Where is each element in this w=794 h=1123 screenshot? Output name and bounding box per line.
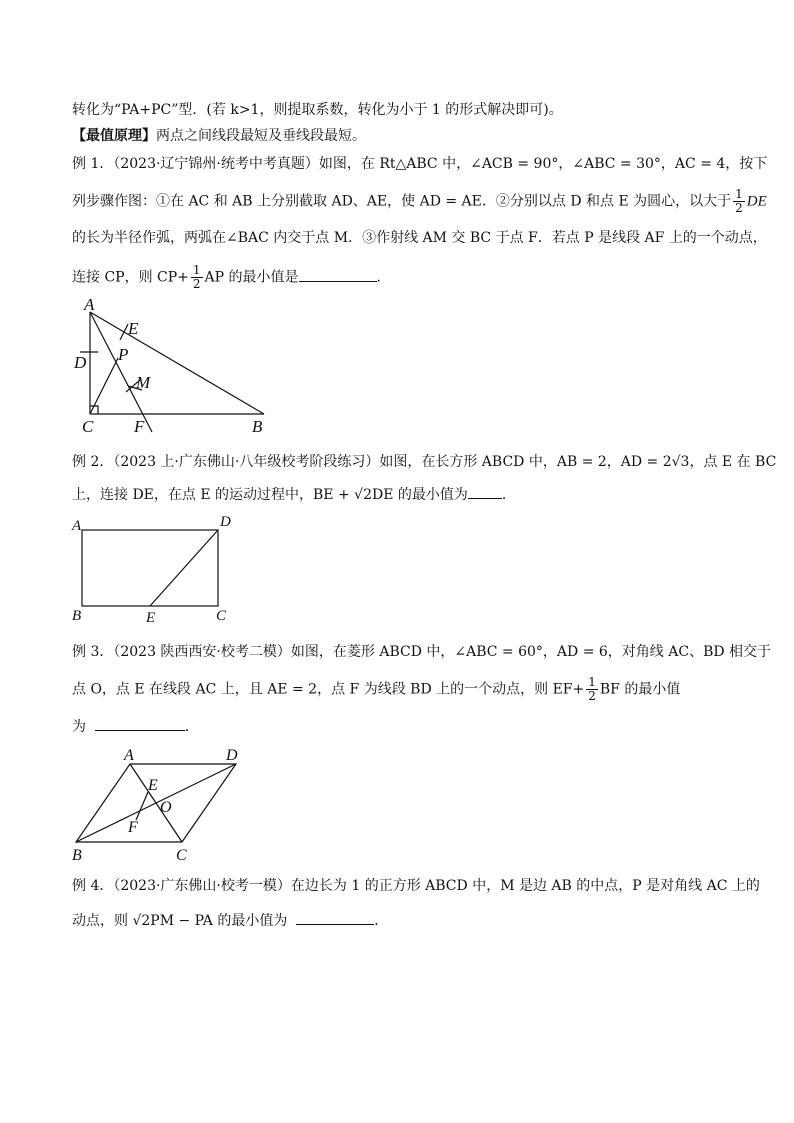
ex2-line1: 例 2．（2023 上·广东佛山·八年级校考阶段练习）如图，在长方形 ABCD 中，AB = 2，AD = 2√3，点 E 在 BC (72, 454, 777, 470)
label-m: M (136, 373, 151, 392)
label-b: B (72, 847, 82, 864)
label-b: B (72, 608, 82, 624)
ex3-line3-a: 为 (72, 719, 86, 735)
ex1-frac-den: 2 (735, 201, 743, 215)
ex1-answer-blank[interactable] (299, 267, 377, 282)
ex1-line2-de: DE (746, 193, 767, 210)
label-d: D (74, 353, 87, 372)
label-a: A (84, 295, 95, 314)
ex1-fraction-2 (191, 264, 203, 291)
ex2-answer-blank[interactable] (468, 484, 502, 499)
ex2-line2-a: 上，连接 DE，在点 E 的运动过程中，BE + √2DE 的最小值为 (72, 487, 468, 503)
principle-text: 两点之间线段最短及垂线段最短。 (156, 128, 366, 144)
ex1-frac2-den: 2 (192, 277, 201, 291)
ex3-line2-b: BF 的最小值 (599, 681, 681, 698)
segment-ef (136, 792, 148, 820)
ex1-line4-a: 连接 CP，则 CP+ (72, 269, 189, 286)
label-e: E (146, 610, 156, 624)
principle-line (72, 126, 366, 146)
label-a: A (124, 747, 134, 764)
label-f: F (134, 417, 145, 436)
label-p: P (118, 345, 129, 364)
label-c: C (176, 847, 187, 864)
ex1-fraction (733, 188, 745, 215)
intro-line: 转化为“PA+PC”型．(若 k>1，则提取系数，转化为小于 1 的形式解决即可)。 (72, 102, 563, 118)
label-b: B (252, 417, 263, 436)
ex1-line2 (72, 188, 767, 215)
ex2-figure (68, 512, 248, 624)
ex2-line2 (72, 484, 516, 505)
diagonal-bd (76, 764, 236, 842)
ex1-frac-num: 1 (735, 187, 743, 201)
segment-de (150, 530, 218, 606)
ex4-answer-blank[interactable] (296, 910, 374, 925)
label-e: E (128, 319, 139, 338)
rectangle-abcd (82, 530, 218, 606)
label-c: C (82, 417, 94, 436)
ex3-frac-den: 2 (588, 689, 596, 703)
ex4-line2-b: ． (374, 913, 389, 929)
ex1-figure (68, 292, 288, 442)
ex3-line3 (72, 716, 199, 737)
ex1-line4-b: AP 的最小值是 (204, 269, 299, 286)
ex1-line4 (72, 264, 391, 291)
ex2-line2-b: ． (501, 487, 516, 503)
ex1-line4-c: ． (376, 269, 391, 286)
ex4-line2 (72, 910, 388, 931)
ex4-line1: 例 4．（2023·广东佛山·校考一模）在边长为 1 的正方形 ABCD 中，M 是边 AB 的中点，P 是对角线 AC 上的 (72, 878, 760, 894)
ex3-line1: 例 3．（2023 陕西西安·校考二模）如图，在菱形 ABCD 中，∠ABC = 60°，AD = 6，对角线 AC、BD 相交于 (72, 644, 772, 660)
principle-tag: 【最值原理】 (72, 128, 156, 144)
ex1-line2-text: 列步骤作图：①在 AC 和 AB 上分别截取 AD、AE，使 AD = AE．②分别以点 D 和点 E 为圆心，以大于 (72, 193, 732, 210)
ex4-line2-a: 动点，则 √2PM − PA 的最小值为 (72, 913, 288, 929)
label-d: D (226, 747, 238, 764)
label-o: O (160, 799, 172, 816)
ex3-answer-blank[interactable] (95, 716, 185, 731)
arc-mark-e (120, 324, 128, 340)
label-c: C (216, 608, 227, 624)
ex3-figure (68, 744, 258, 868)
label-f: F (128, 819, 138, 836)
label-d: D (220, 514, 231, 530)
ex1-frac2-num: 1 (192, 263, 201, 277)
ex3-frac-num: 1 (588, 675, 596, 689)
ex3-line3-b: ． (184, 719, 199, 735)
ex1-line3: 的长为半径作弧，两弧在∠BAC 内交于点 M．③作射线 AM 交 BC 于点 F．若点 P 是线段 AF 上的一个动点， (72, 230, 767, 246)
ex3-fraction (586, 676, 598, 703)
label-a: A (72, 518, 82, 534)
label-e: E (148, 777, 158, 794)
ex1-line1: 例 1．（2023·辽宁锦州·统考中考真题）如图，在 Rt△ABC 中，∠ACB = 90°，∠ABC = 30°，AC = 4，按下 (72, 156, 768, 172)
ex3-line2 (72, 676, 680, 703)
ex3-line2-a: 点 O，点 E 在线段 AC 上，且 AE = 2，点 F 为线段 BD 上的一个动点，则 EF+ (72, 681, 585, 698)
